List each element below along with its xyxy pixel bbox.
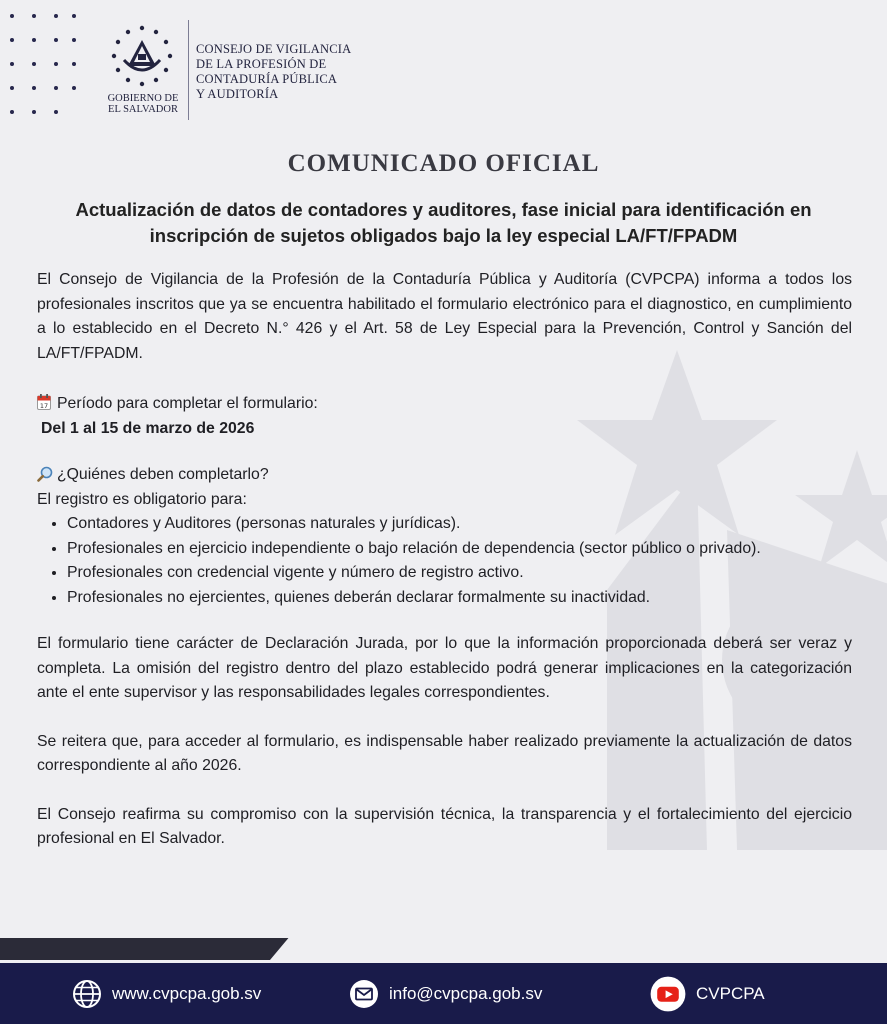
who-label-line bbox=[37, 463, 852, 488]
page-title: COMUNICADO OFICIAL bbox=[287, 150, 600, 177]
communique-body bbox=[37, 268, 852, 852]
globe-icon bbox=[72, 979, 102, 1009]
obligated-list bbox=[37, 512, 852, 610]
calendar-icon bbox=[37, 394, 51, 410]
website-text: www.cvpcpa.gob.sv bbox=[112, 984, 262, 1003]
subtitle: Actualización de datos de contadores y auditores, fase inicial para identificación en inscripción de sujetos obligados bajo la ley especial LA/FT/FPADM bbox=[75, 199, 812, 246]
website-link[interactable] bbox=[72, 979, 261, 1009]
magnifier-icon bbox=[37, 466, 53, 482]
declaration-paragraph: El formulario tiene carácter de Declaración Jurada, por lo que la información proporcionada deberá ser veraz y completa. La omisión del registro dentro del plazo establecido podrá generar implicaciones en la categorización ante el ente supervisor y las responsabilidades legales correspondientes. bbox=[37, 635, 852, 701]
footer-accent-stripe bbox=[0, 938, 887, 960]
mail-icon bbox=[349, 979, 379, 1009]
period-label-line bbox=[37, 392, 852, 417]
coat-of-arms-icon bbox=[110, 24, 174, 88]
closing-paragraph: El Consejo reafirma su compromiso con la supervisión técnica, la transparencia y el fortalecimiento del ejercicio profesional en El Salvador. bbox=[37, 805, 852, 847]
email-text: info@cvpcpa.gob.sv bbox=[389, 984, 543, 1003]
list-item: • Contadores y Auditores (personas naturales y jurídicas). bbox=[67, 512, 852, 537]
youtube-text: CVPCPA bbox=[696, 984, 765, 1003]
youtube-icon bbox=[650, 976, 686, 1012]
period-dates: Del 1 al 15 de marzo de 2026 bbox=[41, 419, 255, 437]
registry-intro: El registro es obligatorio para: bbox=[37, 490, 247, 508]
email-link[interactable] bbox=[349, 979, 542, 1009]
list-item: • Profesionales no ejercientes, quienes deberán declarar formalmente su inactividad. bbox=[67, 586, 852, 611]
decorative-dots bbox=[10, 14, 80, 124]
header-divider bbox=[188, 20, 189, 120]
list-item: • Profesionales con credencial vigente y número de registro activo. bbox=[67, 561, 852, 586]
reminder-paragraph: Se reitera que, para acceder al formulario, es indispensable haber realizado previamente la actualización de datos correspondiente al año 2026. bbox=[37, 732, 852, 774]
government-name: GOBIERNO DE EL SALVADOR bbox=[107, 93, 179, 115]
period-label: Período para completar el formulario: bbox=[57, 395, 318, 412]
intro-paragraph: El Consejo de Vigilancia de la Profesión de la Contaduría Pública y Auditoría (CVPCPA) informa a todos los profesionales inscritos que ya se encuentra habilitado el formulario electrónico para el diagnostico, en cumplimiento a lo establecido en el Decreto N.° 426 y el Art. 58 de Ley Especial para la Prevención, Control y Sanción del LA/FT/FPADM. bbox=[37, 271, 852, 362]
who-label: ¿Quiénes deben completarlo? bbox=[57, 466, 269, 483]
youtube-link[interactable] bbox=[650, 979, 765, 1009]
footer-bar bbox=[0, 963, 887, 1024]
council-name: CONSEJO DE VIGILANCIA DE LA PROFESIÓN DE CONTADURÍA PÚBLICA Y AUDITORÍA bbox=[196, 42, 352, 101]
list-item: • Profesionales en ejercicio independiente o bajo relación de dependencia (sector público o privado). bbox=[67, 537, 852, 562]
svg-text:17: 17 bbox=[39, 402, 49, 410]
